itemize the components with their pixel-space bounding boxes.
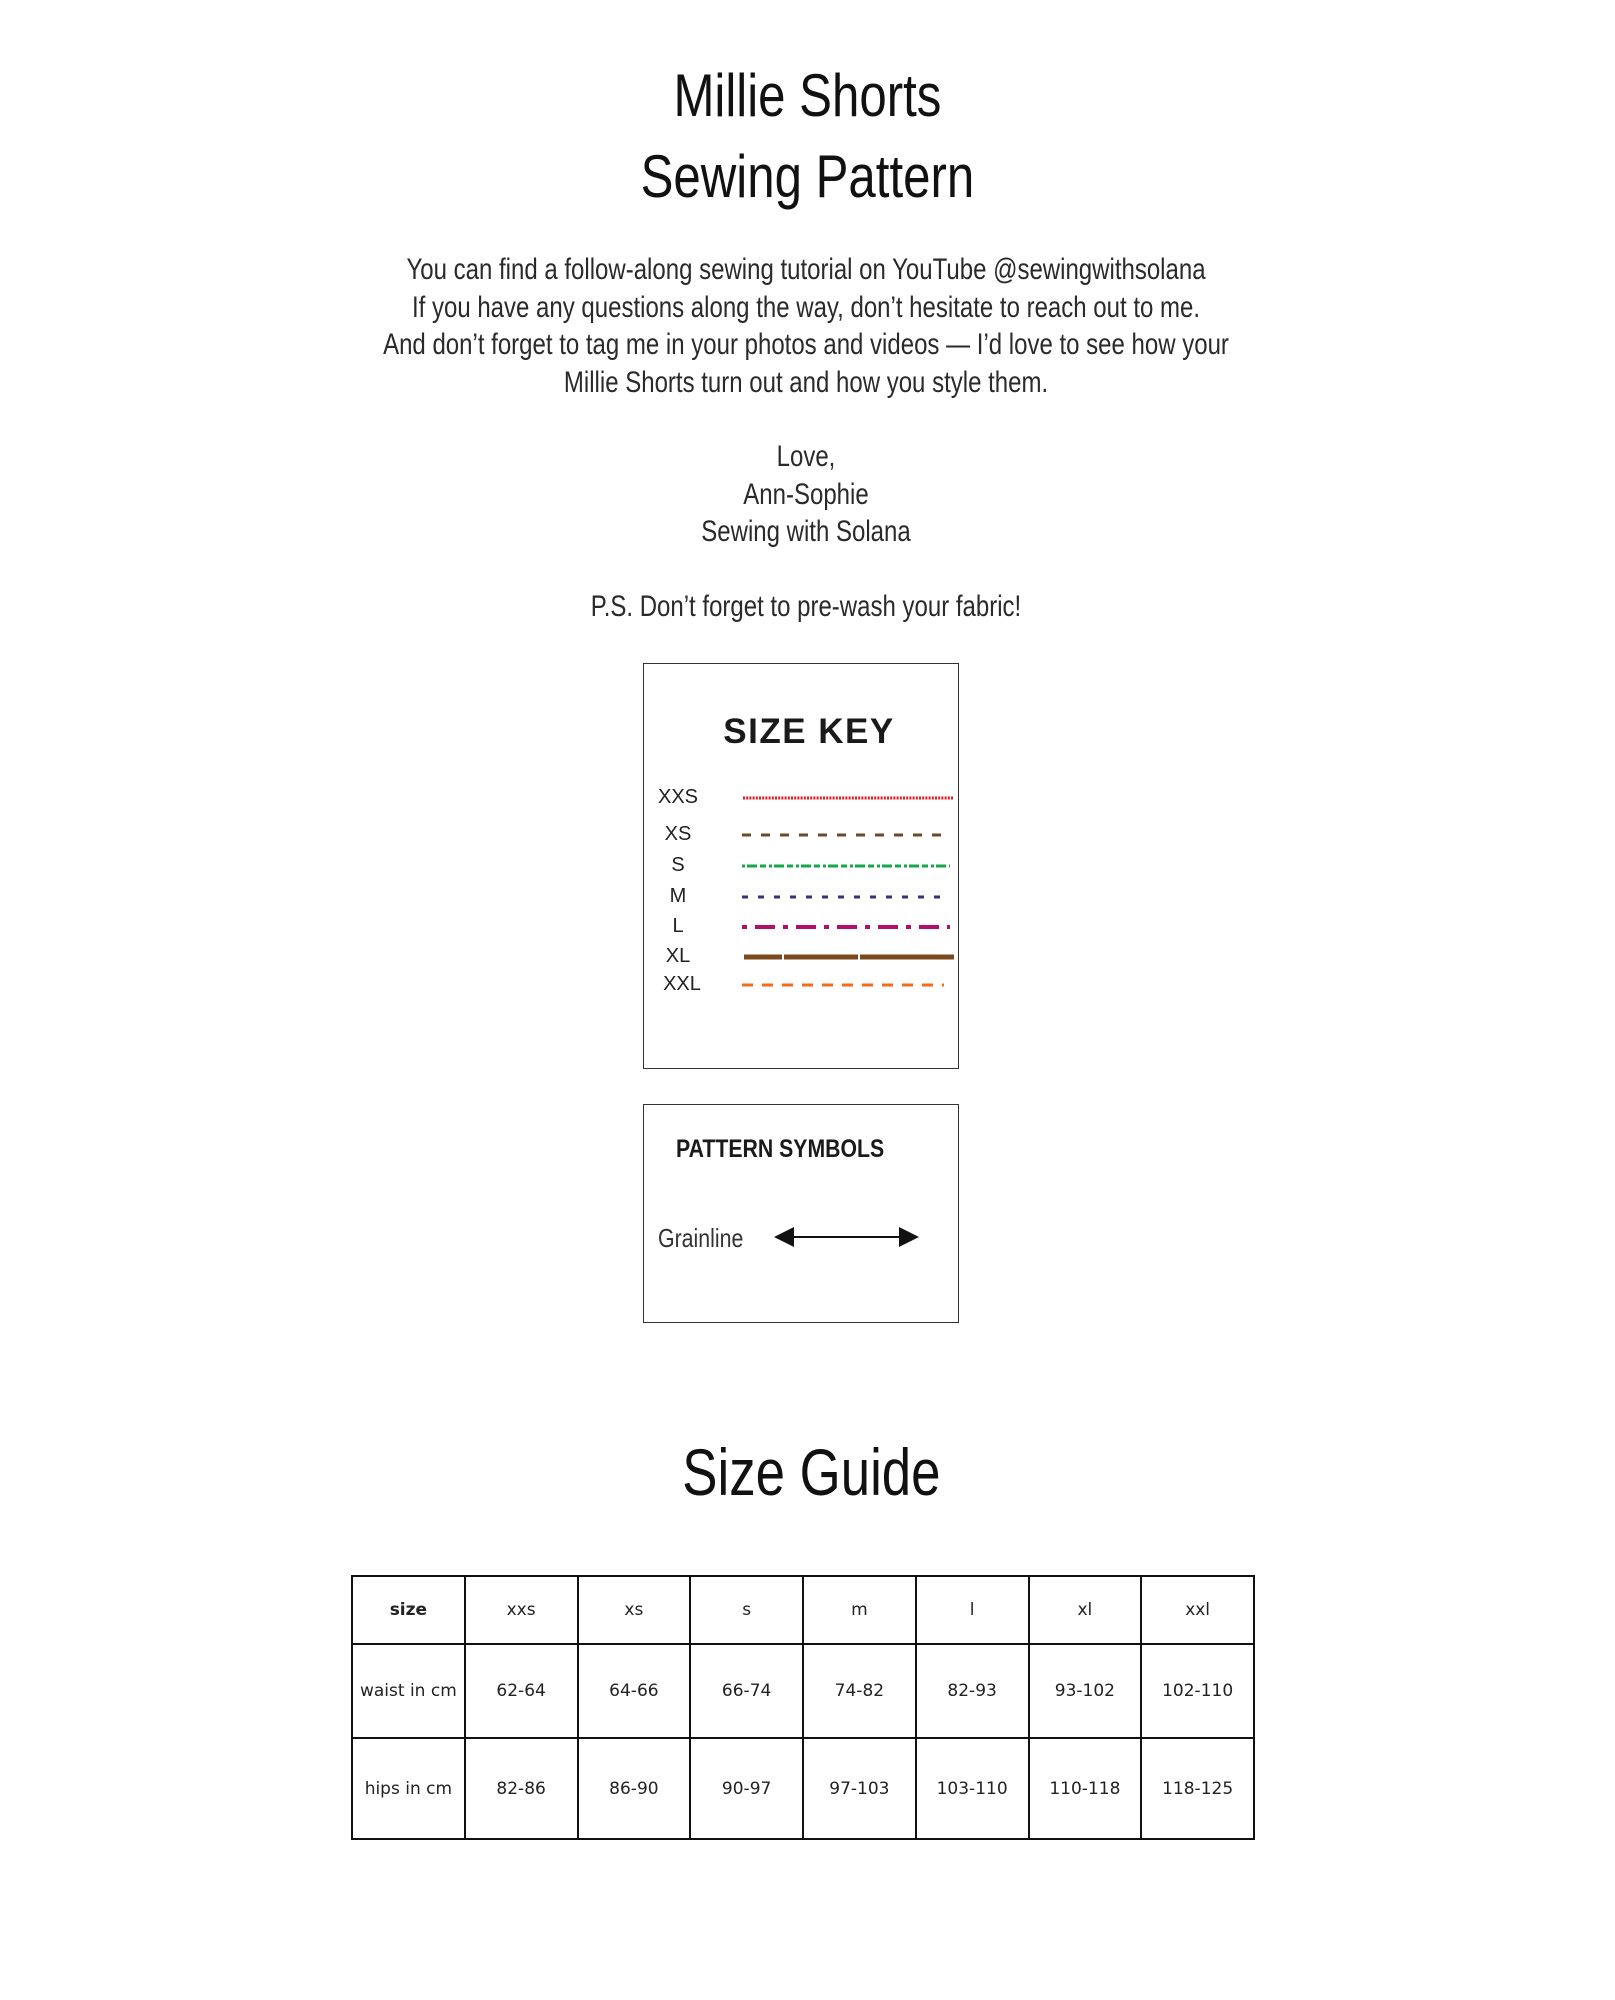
ps-note: P.S. Don’t forget to pre-wash your fabric! [590, 589, 1022, 623]
page-title [145, 55, 1469, 217]
table-row [352, 1644, 1254, 1738]
table-cell: 66-74 [690, 1644, 803, 1738]
grainline-label: Grainline [658, 1223, 744, 1253]
size-key-label: XXS [657, 786, 699, 808]
row-label-waist: waist in cm [352, 1644, 465, 1738]
size-line-s [742, 862, 956, 870]
size-line-xs [742, 831, 956, 839]
signoff-name: Ann-Sophie [743, 477, 869, 511]
title-line-1: Millie Shorts [673, 62, 942, 129]
table-cell: 64-66 [578, 1644, 691, 1738]
table-header-cell: xl [1029, 1576, 1142, 1644]
signoff-brand: Sewing with Solana [701, 515, 911, 548]
table-cell: 103-110 [916, 1738, 1029, 1839]
intro-line-3: And don’t forget to tag me in your photos and videos — I’d love to see how your [383, 328, 1229, 361]
size-line-xl [742, 953, 956, 961]
size-key-box [643, 663, 959, 1069]
size-line-xxl [742, 981, 956, 989]
size-guide-title: Size Guide [682, 1435, 941, 1509]
table-cell: 110-118 [1029, 1738, 1142, 1839]
table-cell: 62-64 [465, 1644, 578, 1738]
size-key-label: XL [665, 945, 691, 967]
size-line-xxs [742, 794, 956, 802]
table-cell: 118-125 [1141, 1738, 1254, 1839]
size-key-row-xl [644, 941, 958, 971]
size-key-label: XS [664, 823, 692, 845]
table-header-cell: xs [578, 1576, 691, 1644]
title-line-2: Sewing Pattern [640, 143, 975, 210]
table-header-cell: m [803, 1576, 916, 1644]
size-key-title: SIZE KEY [723, 712, 895, 751]
size-line-m [742, 893, 956, 901]
table-cell: 90-97 [690, 1738, 803, 1839]
table-cell: 86-90 [578, 1738, 691, 1839]
table-cell: 82-93 [916, 1644, 1029, 1738]
table-cell: 82-86 [465, 1738, 578, 1839]
table-header-cell: xxl [1141, 1576, 1254, 1644]
table-cell: 74-82 [803, 1644, 916, 1738]
table-header-cell: xxs [465, 1576, 578, 1644]
table-header-cell: s [690, 1576, 803, 1644]
table-row [352, 1738, 1254, 1839]
size-line-l [742, 923, 956, 931]
table-header-cell: size [352, 1576, 465, 1644]
size-key-row-xxl [644, 969, 958, 999]
table-header-cell: l [916, 1576, 1029, 1644]
signoff-love: Love, [776, 440, 836, 473]
size-key-label: L [672, 915, 684, 937]
size-guide-table [351, 1575, 1255, 1840]
table-cell: 93-102 [1029, 1644, 1142, 1738]
pattern-symbols-box [643, 1104, 959, 1323]
intro-text [160, 251, 1452, 625]
table-header-row [352, 1576, 1254, 1644]
table-cell: 102-110 [1141, 1644, 1254, 1738]
size-key-row-m [644, 881, 958, 911]
grainline-arrow-icon [774, 1225, 919, 1249]
row-label-hips: hips in cm [352, 1738, 465, 1839]
pattern-symbols-title: PATTERN SYMBOLS [676, 1135, 885, 1163]
size-key-label: M [669, 885, 687, 907]
intro-line-2: If you have any questions along the way, don’t hesitate to reach out to me. [411, 290, 1201, 324]
size-key-row-l [644, 911, 958, 941]
size-key-row-xxs [644, 782, 958, 812]
intro-line-4: Millie Shorts turn out and how you style them. [563, 365, 1049, 399]
size-key-row-xs [644, 819, 958, 849]
table-cell: 97-103 [803, 1738, 916, 1839]
size-key-row-s [644, 850, 958, 880]
size-key-label: XXL [663, 973, 701, 995]
size-key-label: S [671, 854, 685, 876]
intro-line-1: You can find a follow-along sewing tutorial on YouTube @sewingwithsolana [406, 253, 1206, 286]
